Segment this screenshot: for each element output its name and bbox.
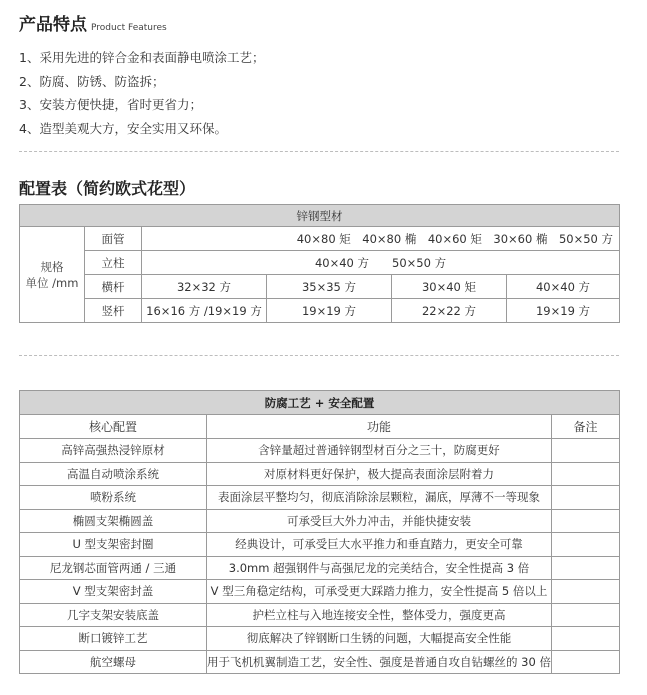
- features-title: [19, 10, 167, 35]
- features-title-en: Product Features: [91, 23, 167, 33]
- config-name: 高锌高强热浸锌原材: [20, 439, 207, 463]
- table-row: [20, 439, 620, 463]
- table-row: [20, 650, 620, 674]
- config-function: 含锌量超过普通锌钢型材百分之三十，防腐更好: [207, 439, 552, 463]
- henggan-value: 30×40 矩: [392, 275, 507, 299]
- config-function: 对原材料更好保护，极大提高表面涂层附着力: [207, 462, 552, 486]
- row-label-henggan: 横杆: [85, 275, 142, 299]
- config-note: [552, 580, 620, 604]
- config-function: 经典设计，可承受巨大水平推力和垂直踏力，更安全可靠: [207, 533, 552, 557]
- config-note: [552, 462, 620, 486]
- table-row: [20, 580, 620, 604]
- config-function: 表面涂层平整均匀，彻底消除涂层颗粒，漏底，厚薄不一等现象: [207, 486, 552, 510]
- table-row: [20, 486, 620, 510]
- config-function: V 型三角稳定结构，可承受更大踩踏力推力，安全性提高 5 倍以上: [207, 580, 552, 604]
- table-row: [20, 627, 620, 651]
- config-name: 几字支架安装底盖: [20, 603, 207, 627]
- table-row: [20, 462, 620, 486]
- safety-header: 防腐工艺 + 安全配置: [20, 391, 620, 415]
- config-title: 配置表（简约欧式花型）: [19, 179, 196, 198]
- config-note: [552, 650, 620, 674]
- lizhu-value: 40×40 方 50×50 方: [142, 251, 620, 275]
- config-name: 高温自动喷涂系统: [20, 462, 207, 486]
- row-label-shugan: 竖杆: [85, 299, 142, 323]
- config-note: [552, 533, 620, 557]
- spec-label-line2: 单位 /mm: [25, 275, 79, 290]
- feature-item: 1、采用先进的锌合金和表面静电喷涂工艺；: [19, 50, 265, 65]
- config-name: V 型支架密封盖: [20, 580, 207, 604]
- mianguan-value: 40×80 矩 40×80 椭 40×60 矩 30×60 椭 50×50 方: [142, 227, 620, 251]
- shugan-value: 16×16 方 /19×19 方: [142, 299, 267, 323]
- shugan-value: 22×22 方: [392, 299, 507, 323]
- config-note: [552, 556, 620, 580]
- config-function: 用于飞机机翼制造工艺，安全性、强度是普通自攻自钻螺丝的 30 倍: [207, 650, 552, 674]
- config-note: [552, 486, 620, 510]
- config-name: 航空螺母: [20, 650, 207, 674]
- config-name: 喷粉系统: [20, 486, 207, 510]
- table-row: [20, 603, 620, 627]
- material-header: 锌钢型材: [20, 205, 620, 227]
- shugan-value: 19×19 方: [267, 299, 392, 323]
- config-note: [552, 509, 620, 533]
- config-name: 尼龙钢芯面管两通 / 三通: [20, 556, 207, 580]
- table-row: [20, 533, 620, 557]
- column-header: 备注: [552, 415, 620, 439]
- features-title-cn: 产品特点: [19, 15, 87, 35]
- config-note: [552, 627, 620, 651]
- features-list: [19, 46, 264, 140]
- feature-item: 2、防腐、防锈、防盗拆；: [19, 73, 165, 89]
- spec-label-line1: 规格: [40, 259, 64, 274]
- shugan-value: 19×19 方: [507, 299, 620, 323]
- config-function: 彻底解决了锌钢断口生锈的问题，大幅提高安全性能: [207, 627, 552, 651]
- config-function: 可承受巨大外力冲击，并能快捷安装: [207, 509, 552, 533]
- henggan-value: 32×32 方: [142, 275, 267, 299]
- spec-label: [20, 227, 85, 323]
- henggan-value: 35×35 方: [267, 275, 392, 299]
- column-header: 功能: [207, 415, 552, 439]
- feature-item: 3、安装方便快捷，省时更省力；: [19, 97, 202, 112]
- feature-item: 4、造型美观大方，安全实用又环保。: [19, 120, 227, 136]
- config-name: 断口镀锌工艺: [20, 627, 207, 651]
- column-header: 核心配置: [20, 415, 207, 439]
- dashed-divider: [19, 151, 619, 152]
- material-spec-table: [19, 204, 620, 323]
- dashed-divider: [19, 355, 619, 356]
- table-row: [20, 556, 620, 580]
- config-note: [552, 603, 620, 627]
- config-note: [552, 439, 620, 463]
- row-label-mianguan: 面管: [85, 227, 142, 251]
- row-label-lizhu: 立柱: [85, 251, 142, 275]
- config-name: U 型支架密封圈: [20, 533, 207, 557]
- safety-config-table: [19, 390, 620, 674]
- config-function: 护栏立柱与入地连接安全性，整体受力，强度更高: [207, 603, 552, 627]
- table-row: [20, 509, 620, 533]
- config-name: 椭圆支架椭圆盖: [20, 509, 207, 533]
- config-function: 3.0mm 超强钢件与高强尼龙的完美结合，安全性提高 3 倍: [207, 556, 552, 580]
- henggan-value: 40×40 方: [507, 275, 620, 299]
